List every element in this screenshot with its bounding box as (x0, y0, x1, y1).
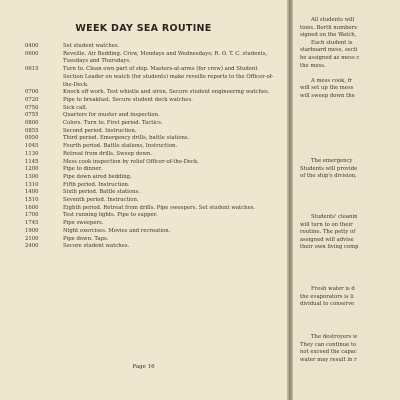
routine-time: 0720 (25, 96, 39, 103)
text-line: The emergency (311, 158, 353, 164)
routine-row (25, 236, 285, 244)
text-line: water may result in r (300, 356, 357, 363)
routine-time: 1400 (25, 189, 39, 196)
text-line: be assigned as mess c (300, 54, 360, 61)
text-line: Fresh water is d (311, 286, 355, 292)
right-page (293, 0, 400, 400)
routine-row (25, 120, 285, 128)
routine-time: 1700 (25, 212, 39, 219)
page-title: WEEK DAY SEA ROUTINE (75, 23, 212, 34)
routine-activity: Fifth period. Instruction. (63, 181, 130, 188)
routine-row (25, 189, 285, 197)
routine-row (25, 43, 285, 51)
routine-activity: Set student watches. (63, 43, 120, 49)
routine-time: 1600 (25, 204, 39, 211)
text-line: the mess. (300, 62, 326, 69)
routine-time: 0615 (25, 66, 39, 73)
routine-row (25, 135, 285, 143)
routine-activity: Pipe sweepers. (63, 220, 104, 227)
text-line: not exceed the capac (300, 349, 357, 356)
routine-activity: Pipe down. Taps. (63, 235, 109, 242)
routine-row (25, 174, 285, 182)
page-number: Page 16 (132, 364, 155, 370)
routine-time: 1900 (25, 227, 39, 234)
right-paragraph-emergency (300, 158, 400, 181)
routine-time: 1130 (25, 150, 39, 157)
text-line: A mess cook, fr (311, 77, 353, 84)
routine-schedule (25, 43, 285, 251)
routine-row (25, 159, 285, 167)
routine-row (25, 212, 285, 220)
routine-time: 0800 (25, 120, 39, 127)
text-line: signed on the Watch, (300, 32, 357, 39)
routine-activity: Third period. Emergency drills, battle stations. (63, 135, 190, 142)
routine-activity: Reveille. Air Bedding. Crew, Mondays and Wednesdays; R. O. T. C. students, Tuesdays and Thursdays. (63, 50, 268, 65)
routine-time: 0700 (25, 89, 39, 96)
routine-row (25, 105, 285, 113)
text-line: will turn to on their (300, 221, 353, 228)
routine-time: 0950 (25, 135, 39, 142)
routine-row (25, 97, 285, 105)
text-line: Students' cleanin (311, 214, 358, 220)
text-line: tions. Berth numbers (300, 24, 357, 31)
routine-activity: Quarters for muster and inspection. (63, 112, 160, 119)
text-line (300, 70, 400, 78)
routine-time: 1145 (25, 158, 39, 165)
text-line: the evaporators is li (300, 293, 354, 300)
routine-activity: Mess cook inspection by relief Officer-of-the-Deck. (63, 158, 199, 165)
routine-activity: Sixth period. Battle stations. (63, 189, 140, 196)
routine-row (25, 128, 285, 136)
routine-activity: Fourth period. Battle stations, Instruction. (63, 143, 178, 150)
text-line: will set up the mess (300, 85, 354, 92)
routine-row (25, 89, 285, 97)
text-line: of the ship's division, (300, 173, 357, 180)
routine-time: 0400 (25, 43, 39, 49)
routine-activity: Seventh period. Instruction. (63, 197, 139, 204)
routine-activity: Second period. Instruction. (63, 127, 137, 134)
routine-row (25, 51, 285, 66)
text-line: Each student is (311, 39, 353, 46)
text-line: routine. The petty of (300, 229, 356, 236)
routine-activity: Secure student watches. (63, 243, 130, 250)
routine-row (25, 205, 285, 213)
routine-activity: Pipe down aired bedding. (63, 173, 132, 180)
routine-row (25, 166, 285, 174)
routine-activity: Night exercises. Movies and recreation. (63, 227, 171, 234)
routine-row (25, 182, 285, 190)
text-line: starboard mess, secti (300, 47, 358, 54)
routine-row (25, 220, 285, 228)
routine-time: 1200 (25, 166, 39, 173)
text-line: their own living comp (300, 244, 359, 251)
text-line: assigned will advise (300, 236, 354, 243)
routine-time: 1310 (25, 181, 39, 188)
right-paragraph-fresh-water (300, 286, 400, 309)
routine-time: 1510 (25, 197, 39, 204)
routine-time: 1745 (25, 220, 39, 227)
routine-row (25, 228, 285, 236)
routine-activity: Pipe to dinner. (63, 166, 103, 173)
routine-time: 1300 (25, 173, 39, 180)
routine-activity: Pipe to breakfast. Secure student deck watches. (63, 96, 193, 103)
routine-row (25, 151, 285, 159)
routine-time: 0750 (25, 104, 39, 111)
routine-row (25, 243, 285, 251)
right-paragraph-berthing (300, 17, 400, 101)
routine-activity: Test running lights. Pipe to supper. (63, 212, 158, 219)
routine-row (25, 66, 285, 89)
routine-row (25, 197, 285, 205)
routine-activity: Knock off work. Test whistle and siren. Secure student engineering watches. (63, 89, 270, 96)
routine-activity: Sick call. (63, 104, 88, 111)
text-line: Students will provide (300, 165, 358, 172)
routine-time: 1045 (25, 143, 39, 150)
text-line: All students will (311, 17, 355, 23)
text-line: The destroyers w (311, 334, 358, 340)
routine-row (25, 143, 285, 151)
text-line: will sweep down the (300, 92, 355, 99)
right-paragraph-destroyers (300, 334, 400, 364)
text-line: They can continue to (300, 341, 357, 348)
routine-time: 2400 (25, 243, 39, 250)
right-paragraph-cleaning (300, 214, 400, 252)
routine-time: 0600 (25, 50, 39, 57)
text-line: dividual to conserve (300, 301, 355, 308)
routine-time: 2100 (25, 235, 39, 242)
routine-activity: Colors. Turn to. First period. Tactics. (63, 120, 163, 127)
routine-time: 0855 (25, 127, 39, 134)
routine-activity: Retreat from drills. Sweep down. (63, 150, 153, 157)
routine-activity: Eighth period. Retreat from drills. Pipe sweepers. Set student watches. (63, 204, 256, 211)
routine-time: 0755 (25, 112, 39, 119)
routine-activity: Turn to. Clean own part of ship. Masters-at-arms (for crew) and Student Section Leader on watch (for students) make reveille reports to the Officer-of-the-Deck. (63, 66, 274, 88)
routine-row (25, 112, 285, 120)
